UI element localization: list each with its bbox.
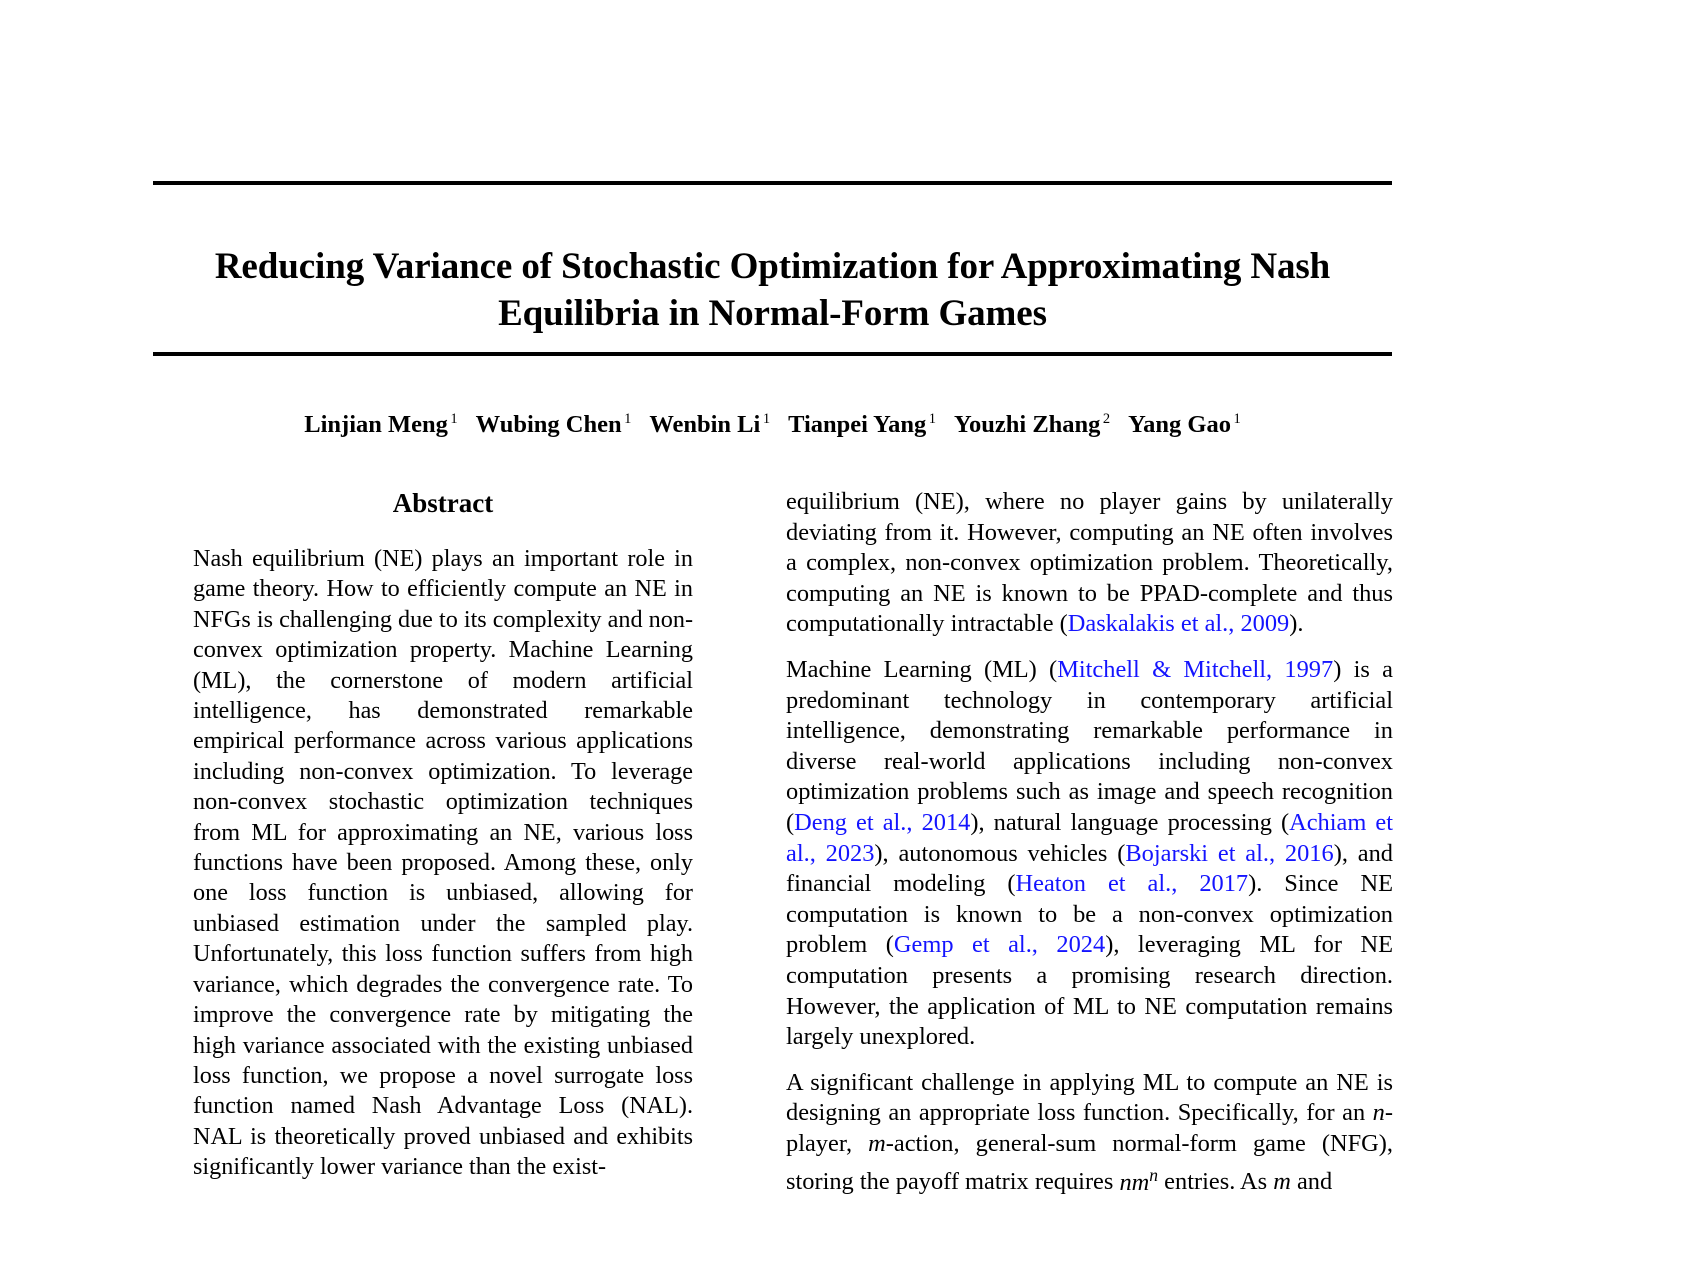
author-name: Tianpei Yang $^1$ [788,411,937,439]
abstract-text: Nash equilibrium (NE) plays an important role in game theory. How to efficiently compute an NE in NFGs is challenging due to its complexity and non-convex optimization property. Machine Learning (ML), the cornerstone of modern artificial intelligence, has demonstrated remarkable empirical performance across various applications including non-convex optimization. To leverage non-convex stochastic optimization techniques from ML for approximating an NE, various loss functions have been proposed. Among these, only one loss function is unbiased, allowing for unbiased estimation under the sampled play. Unfortunately, this loss function suffers from high variance, which degrades the convergence rate. To improve the convergence rate by mitigating the high variance associated with the existing unbiased loss function, we propose a novel surrogate loss function named Nash Advantage Loss (NAL). NAL is theoretically proved unbiased and exhibits significantly lower variance than the exist- [193,545,693,1181]
math-symbol: m [1273,1168,1291,1196]
title-rule-top [153,181,1392,185]
math-symbol: n [1372,1099,1385,1127]
two-column-body [153,487,1392,1277]
body-paragraph: Machine Learning (ML) (Mitchell & Mitchell, 1997) is a predominant technology in contemporary artificial intelligence, demonstrating remarkable performance in diverse real-world applications including non-convex optimization problems such as image and speech recognition (Deng et al., 2014), natural language processing (Achiam et al., 2023), autonomous vehicles (Bojarski et al., 2016), and financial modeling (Heaton et al., 2017). Since NE computation is known to be a non-convex optimization problem (Gemp et al., 2024), leveraging ML for NE computation presents a promising research direction. However, the application of ML to NE computation remains largely unexplored. [786,655,1393,1051]
title-rule-bottom [153,352,1392,356]
author-name: Wubing Chen $^1$ [475,411,632,439]
math-symbol: $nm^n$ [1119,1164,1159,1196]
citation-link[interactable]: Daskalakis et al., 2009 [1067,610,1290,638]
body-paragraph: equilibrium (NE), where no player gains by unilaterally deviating from it. However, computing an NE often involves a complex, non-convex optimization problem. Theoretically, computing an NE is known to be PPAD-complete and thus computationally intractable (Daskalakis et al., 2009). [786,488,1393,638]
citation-link[interactable]: Gemp et al., 2024 [893,931,1106,959]
author-affiliation-marker: 1 [928,411,937,427]
math-symbol: m [868,1129,886,1157]
author-name: Wenbin Li $^1$ [649,411,771,439]
author-affiliation-marker: 1 [624,411,632,427]
citation-link[interactable]: Heaton et al., 2017 [1015,870,1249,898]
page-title: Reducing Variance of Stochastic Optimization for Approximating Nash Equilibria in Normal-Form Games [214,245,1331,334]
citation-link[interactable]: Mitchell & Mitchell, 1997 [1057,655,1334,683]
author-affiliation-marker: 2 [1102,411,1111,427]
author-list [153,404,1392,440]
author-affiliation-marker: 1 [1233,411,1241,427]
abstract-column [193,487,693,1277]
citation-link[interactable]: Achiam et al., 2023 [786,808,1393,867]
introduction-column [786,487,1393,1277]
math-exponent: n [1149,1164,1159,1185]
body-paragraph: A significant challenge in applying ML to compute an NE is designing an appropriate loss function. Specifically, for an n-player, m-action, general-sum normal-form game (NFG), storing the payoff matrix requires $nm^n$ entries. As m and [786,1068,1393,1196]
author-name: Linjian Meng $^1$ [304,411,458,439]
author-affiliation-marker: 1 [450,411,458,427]
citation-link[interactable]: Bojarski et al., 2016 [1125,839,1334,867]
abstract-heading: Abstract [392,488,494,518]
author-affiliation-marker: 1 [762,411,771,427]
author-name: Yang Gao $^1$ [1128,411,1241,439]
citation-link[interactable]: Deng et al., 2014 [794,808,971,836]
author-name: Youzhi Zhang $^2$ [954,411,1111,439]
